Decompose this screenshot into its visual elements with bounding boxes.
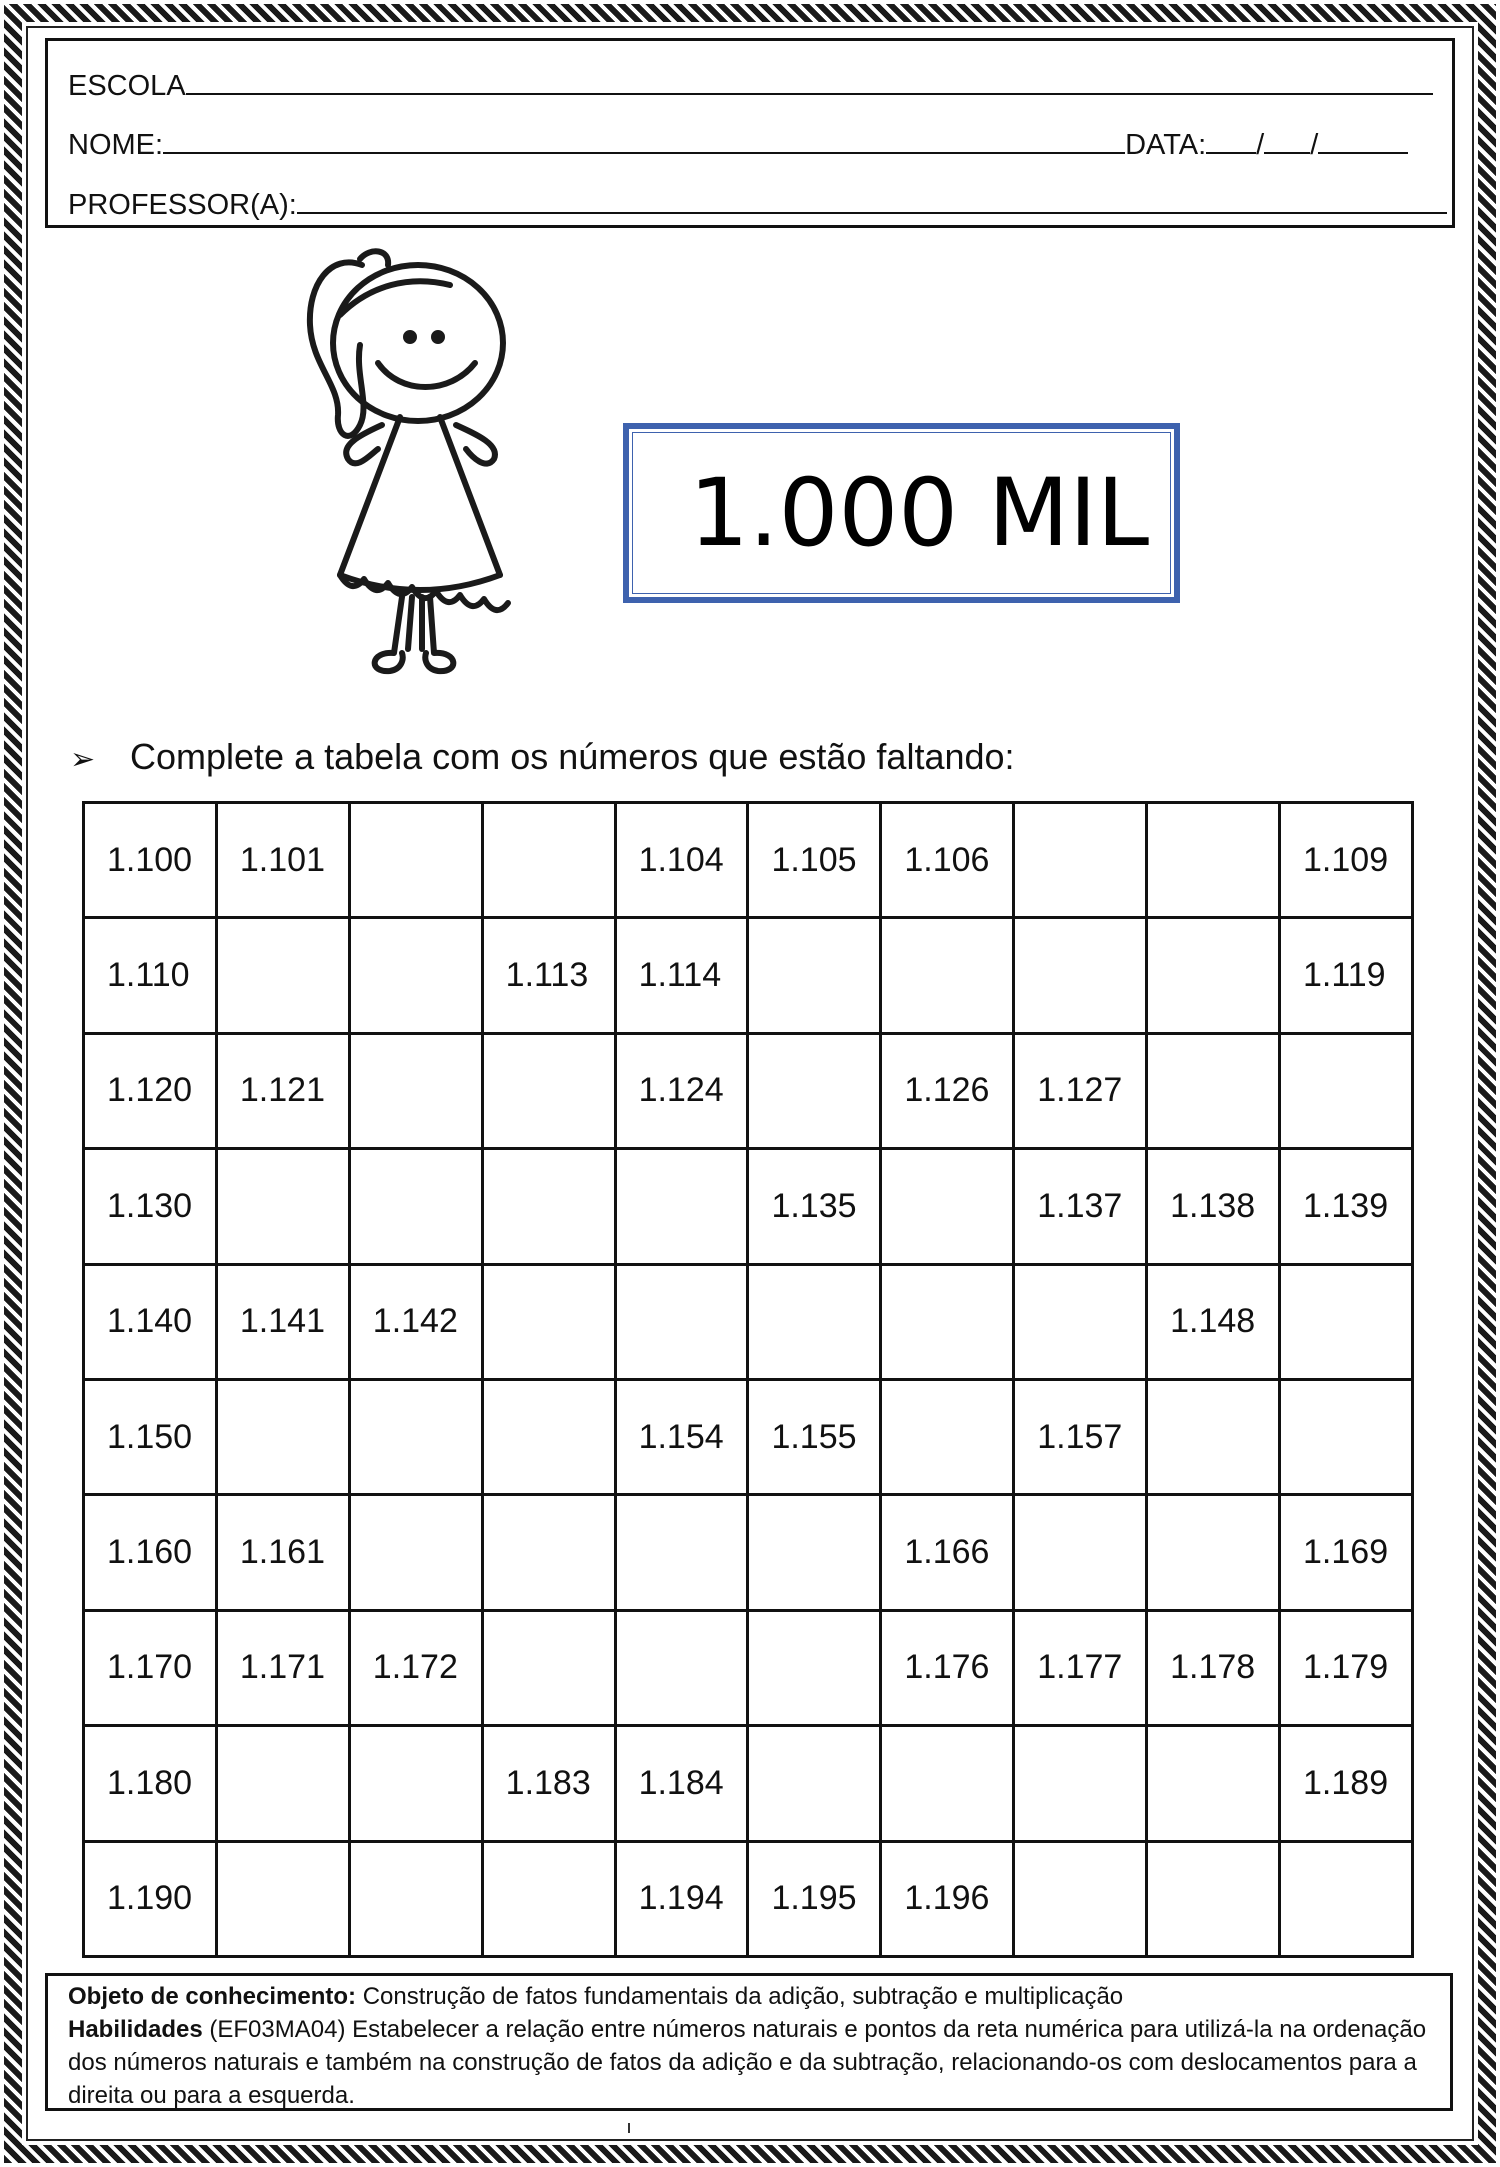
- table-row: [84, 1841, 1413, 1956]
- number-cell: 1.141: [216, 1264, 349, 1379]
- blank-cell[interactable]: [1147, 1033, 1280, 1148]
- blank-cell[interactable]: [482, 1495, 615, 1610]
- number-cell: 1.180: [84, 1726, 217, 1841]
- blank-cell[interactable]: [349, 1033, 482, 1148]
- blank-cell[interactable]: [482, 1841, 615, 1956]
- number-cell: 1.135: [748, 1149, 881, 1264]
- blank-cell[interactable]: [1147, 1495, 1280, 1610]
- number-cell: 1.124: [615, 1033, 748, 1148]
- professor-label: PROFESSOR(A):: [68, 189, 297, 221]
- number-table: [82, 801, 1414, 1958]
- number-cell: 1.196: [881, 1841, 1014, 1956]
- table-row: [84, 1033, 1413, 1148]
- number-cell: 1.176: [881, 1610, 1014, 1725]
- number-cell: 1.113: [482, 918, 615, 1033]
- number-cell: 1.154: [615, 1379, 748, 1494]
- blank-cell[interactable]: [216, 1841, 349, 1956]
- girl-drawing: [300, 245, 540, 675]
- number-cell: 1.120: [84, 1033, 217, 1148]
- blank-cell[interactable]: [748, 1495, 881, 1610]
- blank-cell[interactable]: [1014, 803, 1147, 918]
- number-cell: 1.160: [84, 1495, 217, 1610]
- number-cell: 1.106: [881, 803, 1014, 918]
- number-cell: 1.170: [84, 1610, 217, 1725]
- blank-cell[interactable]: [1280, 1379, 1413, 1494]
- blank-cell[interactable]: [1280, 1841, 1413, 1956]
- blank-cell[interactable]: [482, 1149, 615, 1264]
- number-cell: 1.194: [615, 1841, 748, 1956]
- number-cell: 1.126: [881, 1033, 1014, 1148]
- blank-cell[interactable]: [1147, 1379, 1280, 1494]
- number-cell: 1.101: [216, 803, 349, 918]
- blank-cell[interactable]: [349, 1149, 482, 1264]
- nome-line: [68, 128, 1408, 160]
- blank-cell[interactable]: [1014, 1726, 1147, 1841]
- escola-field[interactable]: [186, 69, 1433, 95]
- number-cell: 1.179: [1280, 1610, 1413, 1725]
- blank-cell[interactable]: [1280, 1264, 1413, 1379]
- header-box: [45, 38, 1455, 228]
- blank-cell[interactable]: [1014, 1495, 1147, 1610]
- number-cell: 1.183: [482, 1726, 615, 1841]
- table-row: [84, 1379, 1413, 1494]
- number-cell: 1.161: [216, 1495, 349, 1610]
- blank-cell[interactable]: [216, 1379, 349, 1494]
- number-cell: 1.138: [1147, 1149, 1280, 1264]
- number-cell: 1.157: [1014, 1379, 1147, 1494]
- number-cell: 1.150: [84, 1379, 217, 1494]
- number-cell: 1.190: [84, 1841, 217, 1956]
- number-cell: 1.137: [1014, 1149, 1147, 1264]
- nome-field[interactable]: [163, 128, 1125, 154]
- number-cell: 1.130: [84, 1149, 217, 1264]
- number-cell: 1.100: [84, 803, 217, 918]
- blank-cell[interactable]: [349, 803, 482, 918]
- instruction-text: Complete a tabela com os números que estão faltando:: [130, 736, 1015, 777]
- table-row: [84, 1149, 1413, 1264]
- blank-cell[interactable]: [349, 1726, 482, 1841]
- blank-cell[interactable]: [1147, 918, 1280, 1033]
- footer-box: [45, 1973, 1453, 2111]
- blank-cell[interactable]: [881, 1149, 1014, 1264]
- number-cell: 1.105: [748, 803, 881, 918]
- number-cell: 1.119: [1280, 918, 1413, 1033]
- number-cell: 1.127: [1014, 1033, 1147, 1148]
- blank-cell[interactable]: [881, 1726, 1014, 1841]
- arrow-bullet-icon: ➢: [70, 743, 96, 776]
- blank-cell[interactable]: [482, 1264, 615, 1379]
- blank-cell[interactable]: [349, 1841, 482, 1956]
- blank-cell[interactable]: [748, 1033, 881, 1148]
- blank-cell[interactable]: [748, 1264, 881, 1379]
- blank-cell[interactable]: [1147, 803, 1280, 918]
- nome-label: NOME:: [68, 129, 164, 161]
- blank-cell[interactable]: [216, 1149, 349, 1264]
- blank-cell[interactable]: [881, 918, 1014, 1033]
- number-cell: 1.172: [349, 1610, 482, 1725]
- number-cell: 1.109: [1280, 803, 1413, 918]
- table-row: [84, 803, 1413, 918]
- number-cell: 1.189: [1280, 1726, 1413, 1841]
- blank-cell[interactable]: [1014, 918, 1147, 1033]
- blank-cell[interactable]: [748, 918, 881, 1033]
- table-row: [84, 918, 1413, 1033]
- blank-cell[interactable]: [482, 1379, 615, 1494]
- blank-cell[interactable]: [615, 1264, 748, 1379]
- professor-field[interactable]: [297, 188, 1447, 214]
- habilidades-line: [68, 2013, 1430, 2112]
- number-cell: 1.166: [881, 1495, 1014, 1610]
- title-text: 1.000 MIL: [689, 459, 1150, 568]
- escola-label: ESCOLA: [68, 70, 186, 102]
- instruction: [70, 736, 1015, 778]
- escola-line: [68, 69, 1433, 101]
- blank-cell[interactable]: [748, 1726, 881, 1841]
- blank-cell[interactable]: [1147, 1841, 1280, 1956]
- date-separator: /: [1310, 129, 1319, 161]
- number-cell: 1.114: [615, 918, 748, 1033]
- blank-cell[interactable]: [1147, 1726, 1280, 1841]
- blank-cell[interactable]: [615, 1495, 748, 1610]
- blank-cell[interactable]: [881, 1264, 1014, 1379]
- date-separator: /: [1256, 129, 1265, 161]
- number-cell: 1.121: [216, 1033, 349, 1148]
- table-row: [84, 1726, 1413, 1841]
- number-cell: 1.169: [1280, 1495, 1413, 1610]
- number-cell: 1.178: [1147, 1610, 1280, 1725]
- date-year-field[interactable]: [1318, 128, 1408, 154]
- blank-cell[interactable]: [482, 1610, 615, 1725]
- blank-cell[interactable]: [1280, 1033, 1413, 1148]
- number-cell: 1.195: [748, 1841, 881, 1956]
- blank-cell[interactable]: [216, 1726, 349, 1841]
- title-box: [623, 423, 1180, 603]
- table-row: [84, 1264, 1413, 1379]
- blank-cell[interactable]: [482, 803, 615, 918]
- blank-cell[interactable]: [615, 1149, 748, 1264]
- blank-cell[interactable]: [881, 1379, 1014, 1494]
- number-cell: 1.148: [1147, 1264, 1280, 1379]
- blank-cell[interactable]: [482, 1033, 615, 1148]
- number-cell: 1.104: [615, 803, 748, 918]
- blank-cell[interactable]: [349, 918, 482, 1033]
- objeto-label: Objeto de conhecimento:: [68, 1983, 357, 2010]
- blank-cell[interactable]: [1014, 1264, 1147, 1379]
- blank-cell[interactable]: [349, 1495, 482, 1610]
- date-month-field[interactable]: [1264, 128, 1310, 154]
- date-day-field[interactable]: [1206, 128, 1256, 154]
- number-cell: 1.140: [84, 1264, 217, 1379]
- objeto-text: Construção de fatos fundamentais da adição, subtração e multiplicação: [356, 1983, 1124, 2010]
- number-cell: 1.110: [84, 918, 217, 1033]
- blank-cell[interactable]: [748, 1610, 881, 1725]
- number-cell: 1.177: [1014, 1610, 1147, 1725]
- number-cell: 1.155: [748, 1379, 881, 1494]
- blank-cell[interactable]: [216, 918, 349, 1033]
- table-row: [84, 1610, 1413, 1725]
- professor-line: [68, 188, 1447, 220]
- habilidades-text: (EF03MA04) Estabelecer a relação entre números naturais e pontos da reta numérica para utilizá-la na ordenação dos números naturais e também na construção de fatos da adição e da subtração, relacionando-os com deslocamentos para a direita ou para a esquerda.: [68, 2016, 1427, 2109]
- blank-cell[interactable]: [615, 1610, 748, 1725]
- number-cell: 1.184: [615, 1726, 748, 1841]
- number-cell: 1.171: [216, 1610, 349, 1725]
- data-label: DATA:: [1125, 129, 1207, 161]
- blank-cell[interactable]: [349, 1379, 482, 1494]
- page-tick-mark: [628, 2123, 630, 2133]
- number-cell: 1.142: [349, 1264, 482, 1379]
- number-cell: 1.139: [1280, 1149, 1413, 1264]
- objeto-line: [68, 1980, 1430, 2013]
- habilidades-label: Habilidades: [68, 2016, 203, 2043]
- table-row: [84, 1495, 1413, 1610]
- blank-cell[interactable]: [1014, 1841, 1147, 1956]
